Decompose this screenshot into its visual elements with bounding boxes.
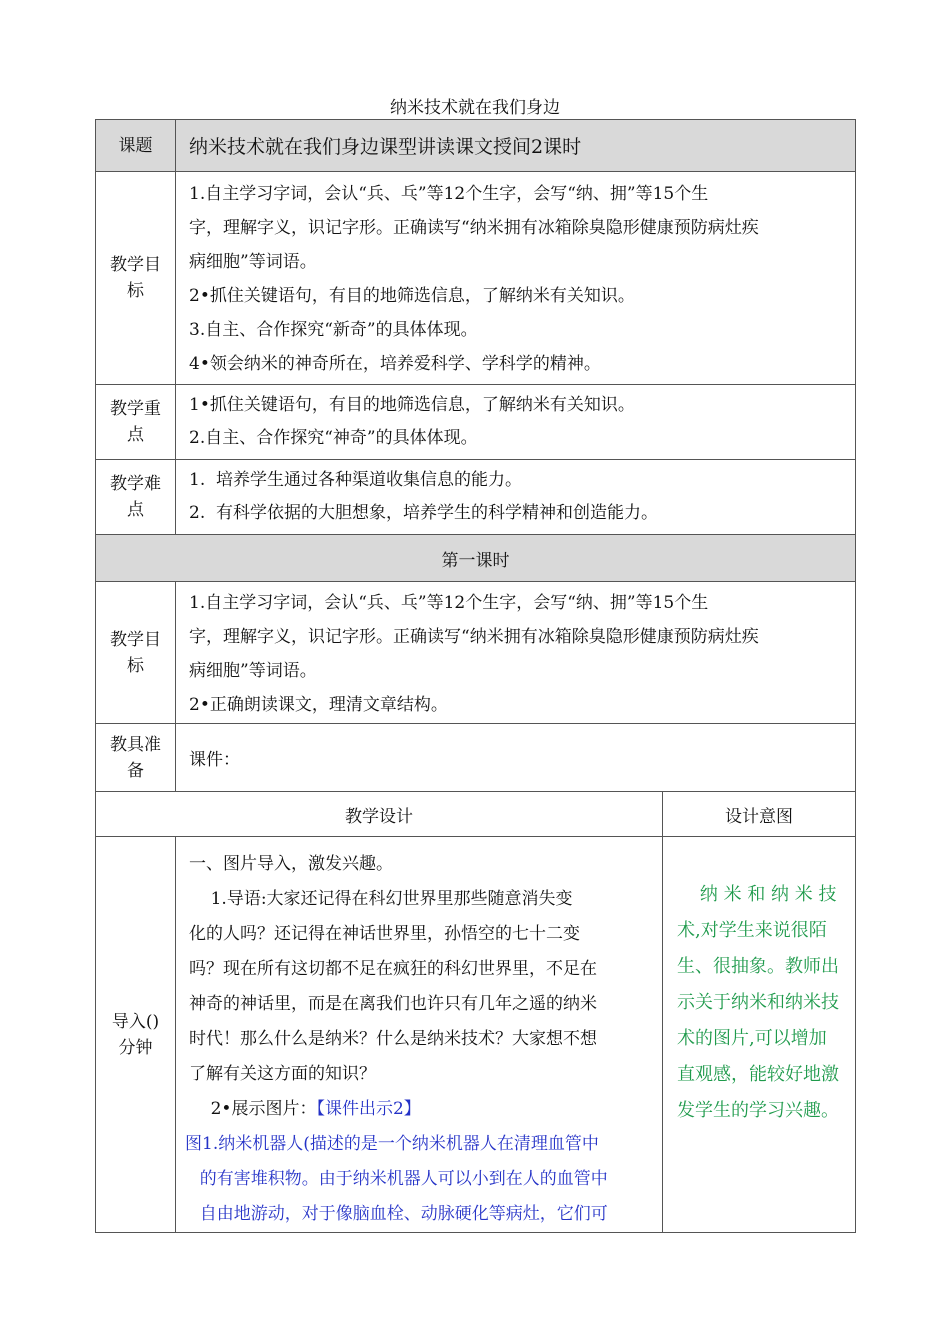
- goals-one-row: [96, 582, 856, 724]
- intro-line: 1.导语:大家还记得在科幻世界里那些随意消失变: [189, 889, 573, 909]
- key-points-content: [176, 385, 856, 460]
- intro-line-show-images: 2•展示图片：【课件出示2】: [189, 1099, 421, 1119]
- goals-one-line: 1.自主学习字词，会认“兵、乓”等12个生字，会写“纳、拥”等15个生: [189, 592, 709, 613]
- design-header: 教学设计: [96, 792, 663, 837]
- difficulties-label: 教学难点: [96, 460, 176, 535]
- intro-label: 导入()分钟: [96, 837, 176, 1233]
- design-header-row: [96, 792, 856, 837]
- lesson-plan-table: [95, 119, 856, 1233]
- tools-row: [96, 724, 856, 792]
- intent-line: 生、很抽象。教师出: [677, 956, 839, 977]
- goals-line: 2•抓住关键语句，有目的地筛选信息，了解纳米有关知识。: [189, 286, 635, 306]
- tools-value: 课件：: [176, 724, 856, 792]
- document-title: 纳米技术就在我们身边: [390, 98, 560, 118]
- goals-one-line: 字，理解字义，识记字形。正确读写“纳米拥有冰箱除臭隐形健康预防病灶疾: [189, 626, 759, 647]
- intro-line: 一、图片导入，激发兴趣。: [189, 854, 393, 874]
- intent-line: 发学生的学习兴趣。: [677, 1100, 839, 1121]
- courseware-tag: 【课件出示2】: [316, 1099, 421, 1119]
- goals-one-label: 教学目标: [96, 582, 176, 724]
- difficulties-content: [176, 460, 856, 535]
- difficulties-row: [96, 460, 856, 535]
- intro-line: 了解有关这方面的知识？: [189, 1064, 376, 1084]
- goals-row: [96, 172, 856, 385]
- intro-line: 吗？现在所有这切都不足在疯狂的科幻世界里，不足在: [189, 959, 597, 979]
- intent-line: 纳 米 和 纳 米 技: [677, 884, 837, 905]
- intro-row: [96, 837, 856, 1233]
- intro-line-blue: 的有害堆积物。由于纳米机器人可以小到在人的血管中: [189, 1169, 608, 1189]
- goals-line: 字，理解字义，识记字形。正确读写“纳米拥有冰箱除臭隐形健康预防病灶疾: [189, 218, 759, 238]
- topic-label: 课题: [96, 120, 176, 172]
- intro-line: 时代！那么什么是纳米？什么是纳米技术？大家想不想: [189, 1029, 597, 1049]
- tools-label: 教具准备: [96, 724, 176, 792]
- goals-line: 4•领会纳米的神奇所在，培养爱科学、学科学的精神。: [189, 354, 601, 374]
- intro-design: [176, 837, 663, 1233]
- intro-line-blue: 自由地游动，对于像脑血栓、动脉硬化等病灶，它们可: [189, 1204, 608, 1224]
- intent-line: 直观感，能较好地激: [677, 1064, 839, 1085]
- goals-line: 病细胞”等词语。: [189, 252, 317, 272]
- key-points-line: 2.自主、合作探究“神奇”的具体体现。: [189, 428, 478, 448]
- goals-content: [176, 172, 856, 385]
- intro-line: 神奇的神话里，而是在离我们也许只有几年之遥的纳米: [189, 994, 597, 1014]
- goals-label: 教学目标: [96, 172, 176, 385]
- difficulties-line: 1. 培养学生通过各种渠道收集信息的能力。: [189, 470, 523, 490]
- intro-line: 化的人吗？还记得在神话世界里，孙悟空的七十二变: [189, 924, 580, 944]
- key-points-row: [96, 385, 856, 460]
- key-points-label: 教学重点: [96, 385, 176, 460]
- topic-value: 纳米技术就在我们身边课型讲读课文授间2课时: [176, 120, 856, 172]
- intro-line-blue: 图1.纳米机器人(描述的是一个纳米机器人在清理血管中: [185, 1134, 599, 1154]
- intent-line: 术的图片,可以增加: [677, 1028, 827, 1049]
- lesson-one-row: [96, 535, 856, 582]
- goals-one-line: 2•正确朗读课文，理清文章结构。: [189, 694, 448, 715]
- difficulties-line: 2. 有科学依据的大胆想象，培养学生的科学精神和创造能力。: [189, 503, 659, 523]
- goals-one-line: 病细胞”等词语。: [189, 660, 317, 681]
- intent-header: 设计意图: [663, 792, 856, 837]
- goals-line: 3.自主、合作探究“新奇”的具体体现。: [189, 320, 478, 340]
- goals-line: 1.自主学习字词，会认“兵、乓”等12个生字，会写“纳、拥”等15个生: [189, 184, 709, 204]
- intent-line: 术,对学生来说很陌: [677, 920, 827, 941]
- topic-row: [96, 120, 856, 172]
- lesson-one-heading: 第一课时: [96, 535, 856, 582]
- intro-intent: [663, 837, 856, 1233]
- goals-one-content: [176, 582, 856, 724]
- intent-line: 示关于纳米和纳米技: [677, 992, 839, 1013]
- key-points-line: 1•抓住关键语句，有目的地筛选信息，了解纳米有关知识。: [189, 395, 635, 415]
